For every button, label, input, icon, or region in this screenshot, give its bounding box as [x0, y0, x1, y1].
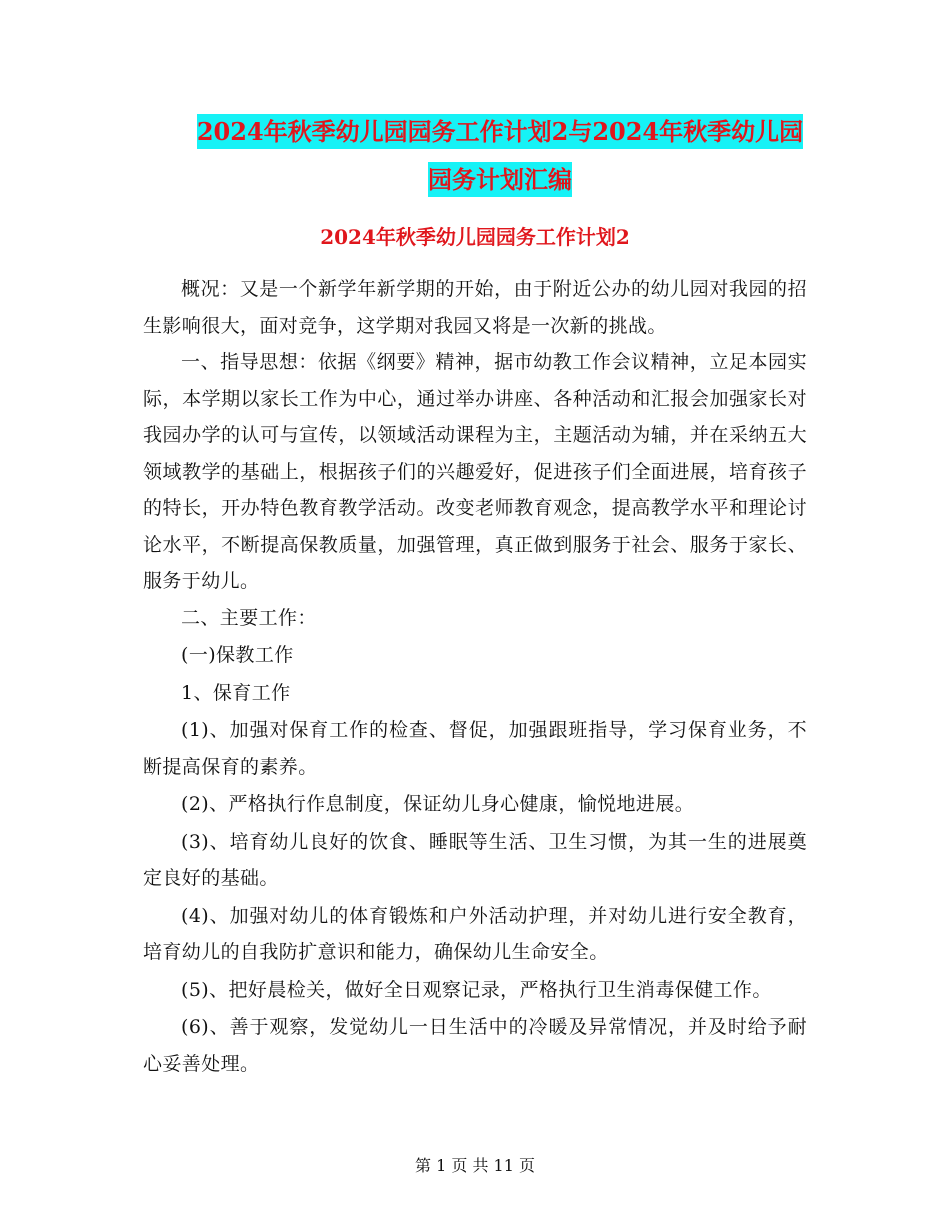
- document-title-text: 2024年秋季幼儿园园务工作计划2与2024年秋季幼儿园园务计划汇编: [197, 114, 803, 197]
- list-item: (6)、善于观察，发觉幼儿一日生活中的冷暖及异常情况，并及时给予耐心妥善处理。: [143, 1016, 807, 1075]
- paragraph-care-education-heading: (一)保教工作: [181, 644, 294, 666]
- list-item: (1)、加强对保育工作的检查、督促，加强跟班指导，学习保育业务，不断提高保育的素养。: [143, 719, 807, 778]
- list-item: (2)、严格执行作息制度，保证幼儿身心健康，愉悦地进展。: [181, 793, 695, 815]
- paragraph-overview: 概况：又是一个新学年新学期的开始，由于附近公办的幼儿园对我园的招生影响很大，面对竞争，这学期对我园又将是一次新的挑战。: [143, 278, 807, 337]
- paragraph-guiding-thought: 一、指导思想：依据《纲要》精神，据市幼教工作会议精神，立足本园实际，本学期以家长工作为中心，通过举办讲座、各种活动和汇报会加强家长对我园办学的认可与宣传，以领域活动课程为主，主题活动为辅，并在采纳五大领域教学的基础上，根据孩子们的兴趣爱好，促进孩子们全面进展，培育孩子的特长，开办特色教育教学活动。改变老师教育观念，提高教学水平和理论讨论水平，不断提高保教质量，加强管理，真正做到服务于社会、服务于家长、服务于幼儿。: [143, 351, 807, 592]
- document-title: [185, 108, 815, 204]
- paragraph-nursing-heading: 1、保育工作: [181, 681, 291, 704]
- list-item: (4)、加强对幼儿的体育锻炼和户外活动护理，并对幼儿进行安全教育，培育幼儿的自我防扩意识和能力，确保幼儿生命安全。: [143, 904, 807, 963]
- page-footer: 第 1 页 共 11 页: [415, 1156, 535, 1175]
- list-item: (3)、培育幼儿良好的饮食、睡眠等生活、卫生习惯，为其一生的进展奠定良好的基础。: [143, 830, 807, 889]
- list-item: (5)、把好晨检关，做好全日观察记录，严格执行卫生消毒保健工作。: [181, 978, 772, 1001]
- document-body: [143, 271, 807, 1083]
- section-title: 2024年秋季幼儿园园务工作计划2: [320, 225, 630, 249]
- paragraph-main-work-heading: 二、主要工作：: [181, 606, 317, 629]
